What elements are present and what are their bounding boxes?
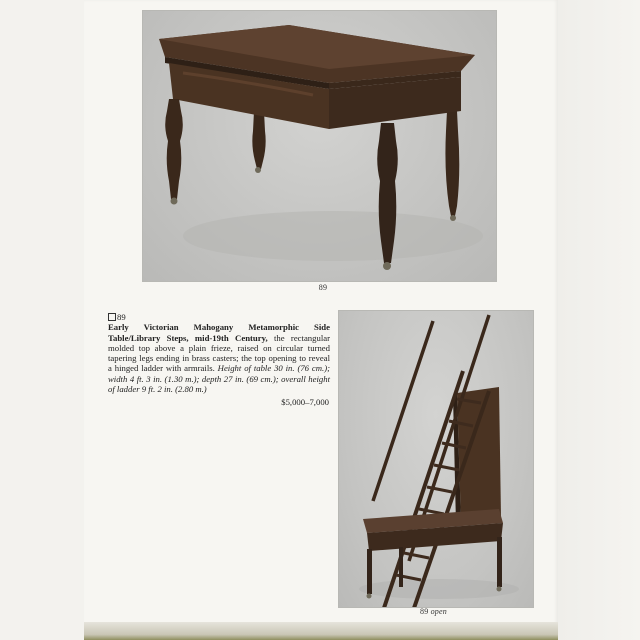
photo-caption-open-word: open — [430, 607, 447, 616]
lot-number: 89 — [117, 312, 126, 322]
bid-checkbox — [108, 313, 116, 321]
side-table-illustration — [143, 11, 496, 281]
photo-caption-open-number: 89 — [420, 607, 429, 616]
photo-caption-closed: 89 — [318, 283, 328, 292]
lot-title: Early Victorian Mahogany Metamorphic Side Table/Library Steps, mid-19th Century, — [108, 322, 330, 343]
lot-dimensions: Height of table 30 in. (76 cm.); width 4 ft. 3 in. (1.30 m.); depth 27 in. (69 cm.); overall height of ladder 9 ft. 2 in. (2.80 m.) — [108, 363, 330, 395]
lot-description-block — [108, 312, 330, 394]
page-bottom-edge — [84, 622, 558, 640]
photo-steps-open — [338, 310, 534, 608]
lot-estimate: $5,000–7,000 — [281, 397, 329, 407]
lot-description: the rectangular molded top above a plain frieze, raised on circular turned tapering legs ending in brass casters; the top opening to reveal a hinged ladder with armrails. — [108, 332, 331, 374]
photo-table-closed — [142, 10, 497, 282]
lot-number-line — [108, 312, 330, 322]
photo-caption-open — [420, 607, 480, 616]
library-steps-illustration — [339, 311, 533, 607]
page-edge — [558, 0, 640, 640]
